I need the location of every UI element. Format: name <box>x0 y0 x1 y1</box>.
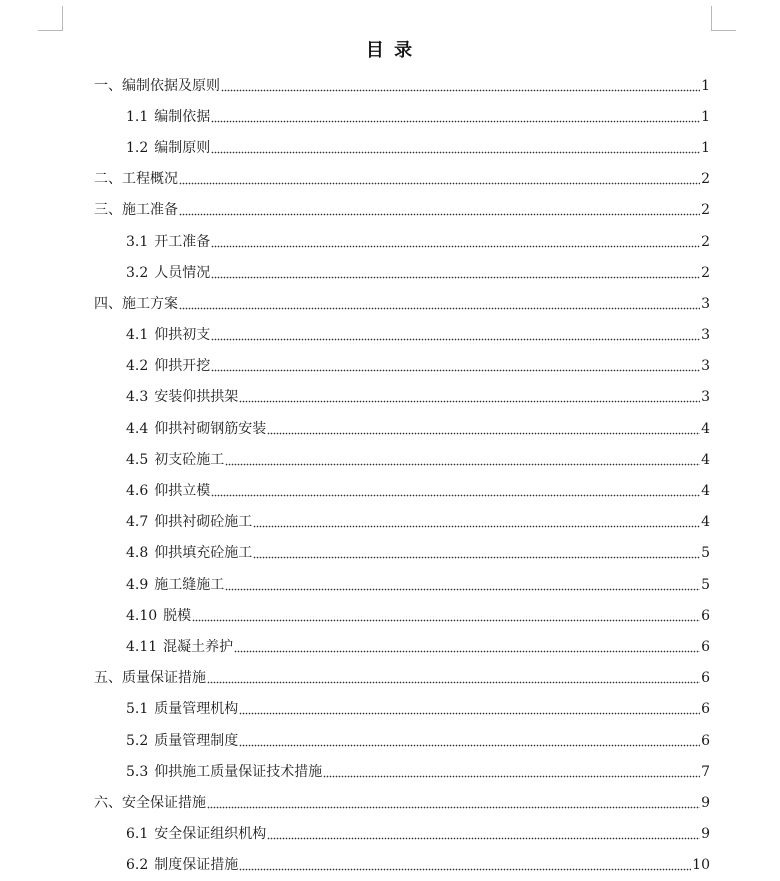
toc-entry-label <box>126 390 238 404</box>
toc-page-number: 10 <box>692 857 710 874</box>
toc-leader-dots <box>225 578 700 592</box>
toc-entry-20[interactable] <box>0 663 780 694</box>
toc-leader-dots <box>221 79 700 93</box>
toc-entry-label <box>126 235 210 249</box>
toc-entry-heading: 仰拱衬砌钢筋安装 <box>154 420 267 437</box>
toc-page-number: 4 <box>701 483 710 500</box>
toc-leader-dots <box>267 827 700 841</box>
toc-entry-number: 1.2 <box>126 139 149 156</box>
toc-page-number: 1 <box>701 77 710 94</box>
toc-entry-label <box>94 203 178 217</box>
toc-entry-number: 4.7 <box>126 514 149 531</box>
toc-page-number: 5 <box>701 576 710 593</box>
toc-entry-number: 五、 <box>94 670 122 687</box>
toc-page-number: 6 <box>701 732 710 749</box>
toc-page-number: 9 <box>701 794 710 811</box>
toc-page-number: 6 <box>701 670 710 687</box>
toc-entry-2[interactable] <box>0 101 780 132</box>
toc-entry-label <box>94 671 206 685</box>
toc-leader-dots <box>267 422 700 436</box>
toc-page-number: 2 <box>701 264 710 281</box>
toc-entry-heading: 脱模 <box>163 607 192 624</box>
toc-entry-heading: 施工方案 <box>122 295 178 312</box>
toc-entry-8[interactable] <box>0 288 780 319</box>
toc-leader-dots <box>253 515 700 529</box>
toc-entry-number: 6.2 <box>126 857 149 874</box>
toc-leader-dots <box>211 328 700 342</box>
toc-page-number: 1 <box>701 108 710 125</box>
toc-entry-number: 4.2 <box>126 358 149 375</box>
toc-page-number: 3 <box>701 327 710 344</box>
toc-entry-4[interactable] <box>0 164 780 195</box>
toc-entry-label <box>126 453 224 467</box>
toc-entry-number: 5.1 <box>126 701 149 718</box>
toc-entry-number: 二、 <box>94 171 122 188</box>
toc-leader-dots <box>207 671 700 685</box>
toc-entry-number: 4.8 <box>126 545 149 562</box>
toc-entry-12[interactable] <box>0 413 780 444</box>
toc-entry-9[interactable] <box>0 320 780 351</box>
toc-entry-11[interactable] <box>0 382 780 413</box>
toc-entry-label <box>126 328 210 342</box>
crop-mark-top-left <box>38 6 63 31</box>
toc-entry-label <box>126 640 233 654</box>
toc-page-number: 5 <box>701 545 710 562</box>
toc-leader-dots <box>179 297 700 311</box>
toc-entry-number: 六、 <box>94 794 122 811</box>
toc-entry-heading: 编制原则 <box>154 139 211 156</box>
toc-entry-heading: 施工准备 <box>122 202 178 219</box>
toc-entry-label <box>126 546 252 560</box>
toc-entry-heading: 仰拱施工质量保证技术措施 <box>154 763 323 780</box>
toc-entry-24[interactable] <box>0 787 780 818</box>
toc-entry-heading: 混凝土养护 <box>163 638 234 655</box>
toc-entry-heading: 编制依据 <box>154 108 211 125</box>
toc-entry-21[interactable] <box>0 694 780 725</box>
toc-list <box>0 70 780 881</box>
toc-leader-dots <box>253 546 700 560</box>
toc-entry-label <box>126 858 238 872</box>
toc-entry-number: 4.6 <box>126 483 149 500</box>
toc-entry-label <box>126 141 210 155</box>
toc-entry-number: 4.4 <box>126 420 149 437</box>
toc-entry-25[interactable] <box>0 819 780 850</box>
toc-entry-23[interactable] <box>0 756 780 787</box>
toc-page-number: 7 <box>701 763 710 780</box>
toc-title: 目 录 <box>365 40 415 61</box>
toc-page-number: 3 <box>701 389 710 406</box>
toc-entry-number: 3.1 <box>126 233 149 250</box>
toc-page-number: 6 <box>701 701 710 718</box>
toc-page-number: 2 <box>701 202 710 219</box>
toc-leader-dots <box>211 359 700 373</box>
toc-entry-number: 4.10 <box>126 607 158 624</box>
toc-leader-dots <box>211 484 700 498</box>
toc-entry-label <box>126 827 266 841</box>
toc-page-number: 1 <box>701 139 710 156</box>
toc-leader-dots <box>239 858 691 872</box>
toc-page-number: 6 <box>701 607 710 624</box>
toc-entry-label <box>126 765 322 779</box>
toc-entry-16[interactable] <box>0 538 780 569</box>
toc-entry-heading: 工程概况 <box>122 171 178 188</box>
toc-page-number: 3 <box>701 295 710 312</box>
toc-page-number: 2 <box>701 171 710 188</box>
toc-entry-label <box>126 422 266 436</box>
toc-entry-heading: 仰拱初支 <box>154 327 211 344</box>
toc-entry-number: 四、 <box>94 295 122 312</box>
toc-page-number: 9 <box>701 826 710 843</box>
toc-page-number: 2 <box>701 233 710 250</box>
toc-entry-number: 一、 <box>94 77 122 94</box>
toc-page-number: 4 <box>701 514 710 531</box>
toc-leader-dots <box>179 172 700 186</box>
toc-entry-10[interactable] <box>0 351 780 382</box>
toc-page-number: 4 <box>701 451 710 468</box>
toc-entry-14[interactable] <box>0 475 780 506</box>
toc-entry-heading: 仰拱填充砼施工 <box>154 545 253 562</box>
toc-entry-3[interactable] <box>0 132 780 163</box>
toc-entry-label <box>126 578 224 592</box>
toc-entry-heading: 施工缝施工 <box>154 576 225 593</box>
toc-leader-dots <box>239 390 700 404</box>
toc-entry-number: 4.11 <box>126 638 158 655</box>
toc-leader-dots <box>225 453 700 467</box>
toc-entry-number: 4.1 <box>126 327 149 344</box>
toc-entry-heading: 质量管理机构 <box>154 701 239 718</box>
toc-entry-heading: 质量管理制度 <box>154 732 239 749</box>
toc-entry-7[interactable] <box>0 257 780 288</box>
toc-entry-17[interactable] <box>0 569 780 600</box>
toc-entry-15[interactable] <box>0 507 780 538</box>
toc-entry-13[interactable] <box>0 444 780 475</box>
toc-entry-label <box>94 297 178 311</box>
toc-entry-label <box>126 702 238 716</box>
toc-leader-dots <box>192 609 700 623</box>
toc-entry-label <box>94 172 178 186</box>
toc-entry-number: 6.1 <box>126 826 149 843</box>
toc-entry-number: 三、 <box>94 202 122 219</box>
toc-leader-dots <box>211 141 700 155</box>
toc-leader-dots <box>211 110 700 124</box>
toc-entry-heading: 仰拱衬砌砼施工 <box>154 514 253 531</box>
toc-page-number: 6 <box>701 638 710 655</box>
toc-entry-26[interactable] <box>0 850 780 881</box>
toc-entry-label <box>126 266 210 280</box>
toc-entry-number: 4.5 <box>126 451 149 468</box>
toc-entry-1[interactable] <box>0 70 780 101</box>
toc-entry-number: 5.2 <box>126 732 149 749</box>
toc-entry-label <box>126 609 191 623</box>
toc-entry-heading: 初支砼施工 <box>154 451 225 468</box>
toc-entry-label <box>126 515 252 529</box>
toc-entry-6[interactable] <box>0 226 780 257</box>
toc-entry-number: 3.2 <box>126 264 149 281</box>
toc-entry-label <box>126 110 210 124</box>
toc-leader-dots <box>211 266 700 280</box>
toc-entry-label <box>94 796 206 810</box>
toc-leader-dots <box>239 734 700 748</box>
toc-leader-dots <box>234 640 700 654</box>
toc-entry-heading: 制度保证措施 <box>154 857 239 874</box>
toc-entry-number: 5.3 <box>126 763 149 780</box>
toc-entry-heading: 安全保证组织机构 <box>154 826 267 843</box>
toc-leader-dots <box>239 702 700 716</box>
toc-entry-18[interactable] <box>0 600 780 631</box>
crop-mark-top-right <box>711 6 736 31</box>
toc-leader-dots <box>179 203 700 217</box>
toc-entry-heading: 仰拱开挖 <box>154 358 211 375</box>
toc-entry-number: 4.9 <box>126 576 149 593</box>
toc-entry-label <box>94 79 220 93</box>
toc-entry-label <box>126 359 210 373</box>
toc-entry-heading: 仰拱立模 <box>154 483 211 500</box>
toc-entry-heading: 安全保证措施 <box>122 794 206 811</box>
toc-entry-heading: 质量保证措施 <box>122 670 206 687</box>
toc-entry-19[interactable] <box>0 631 780 662</box>
toc-entry-heading: 编制依据及原则 <box>122 77 220 94</box>
toc-entry-22[interactable] <box>0 725 780 756</box>
toc-entry-heading: 人员情况 <box>154 264 211 281</box>
toc-entry-label <box>126 484 210 498</box>
toc-leader-dots <box>211 235 700 249</box>
toc-entry-heading: 开工准备 <box>154 233 211 250</box>
toc-entry-5[interactable] <box>0 195 780 226</box>
toc-leader-dots <box>207 796 700 810</box>
toc-entry-number: 4.3 <box>126 389 149 406</box>
toc-entry-number: 1.1 <box>126 108 149 125</box>
toc-entry-heading: 安装仰拱拱架 <box>154 389 239 406</box>
toc-entry-label <box>126 734 238 748</box>
toc-page-number: 3 <box>701 358 710 375</box>
toc-leader-dots <box>323 765 700 779</box>
toc-page-number: 4 <box>701 420 710 437</box>
